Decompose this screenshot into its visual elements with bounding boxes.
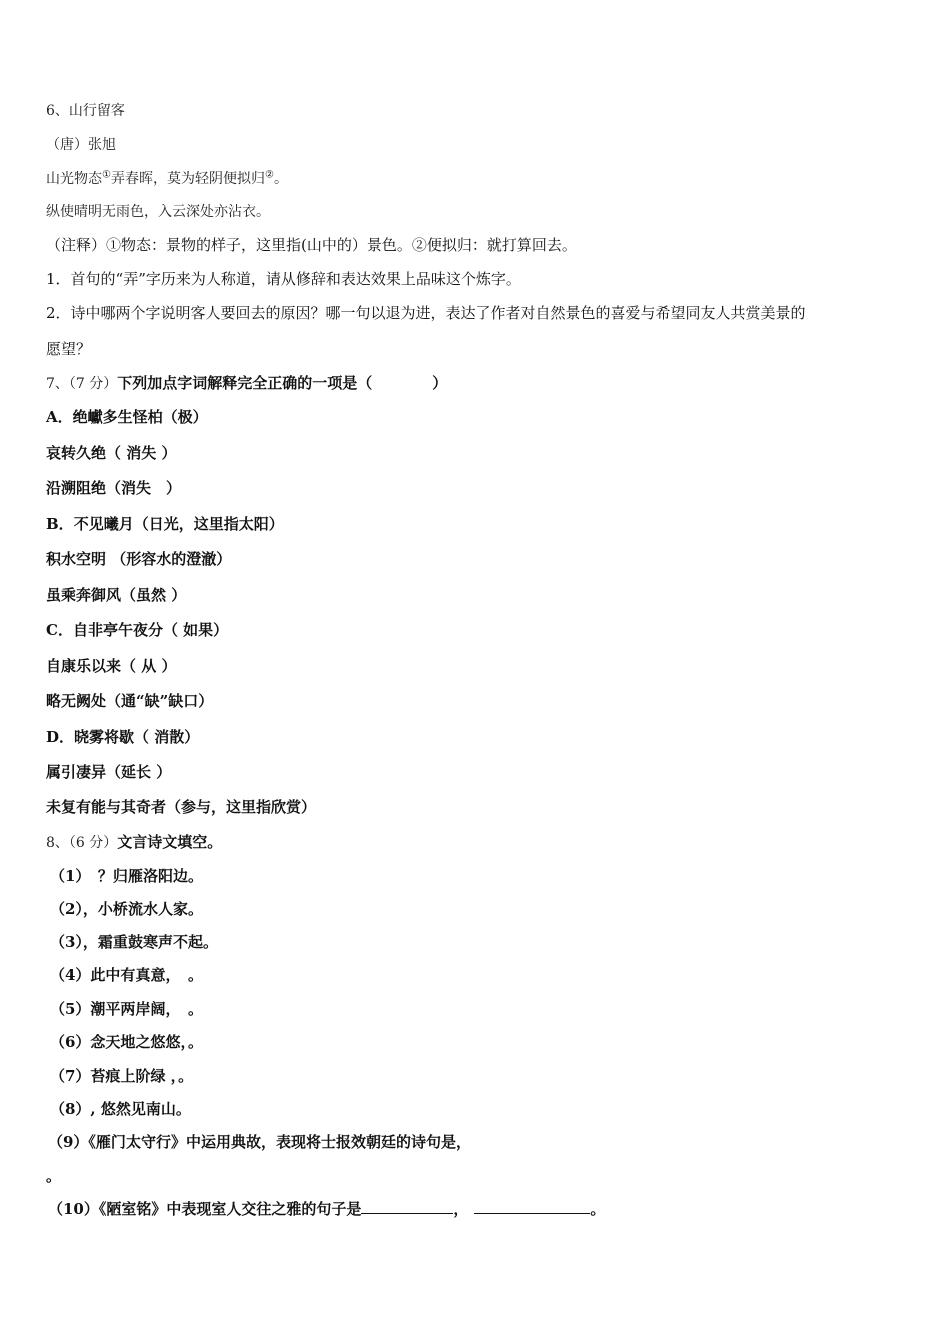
fill-item-8: （8）, 悠然见南山。 xyxy=(50,1100,191,1118)
poem-line-1-part-b: 弄春晖，莫为轻阴便拟归 xyxy=(110,171,265,187)
fill-item-10-blank-2[interactable] xyxy=(474,1199,590,1214)
sub-question-2-line-1: 2．诗中哪两个字说明客人要回去的原因？哪一句以退为进，表达了作者对自然景色的喜爱与希望同友人共赏美景的 xyxy=(46,304,806,322)
poem-author: （唐）张旭 xyxy=(46,137,116,153)
option-b-label: B． xyxy=(46,515,74,533)
footnote-marker-2: ② xyxy=(264,169,274,181)
sub-question-2-line-2: 愿望？ xyxy=(46,340,92,358)
option-a-label: A． xyxy=(46,408,73,426)
fill-item-5: （5）潮平两岸阔， 。 xyxy=(50,1000,203,1018)
fill-item-9-end: 。 xyxy=(46,1167,62,1185)
question-8-stem xyxy=(46,832,222,853)
option-d-item-1: 晓雾将歇（ 消散） xyxy=(74,728,200,746)
fill-item-10-end: 。 xyxy=(590,1200,606,1218)
fill-item-1: （1） ？归雁洛阳边。 xyxy=(50,867,203,885)
fill-item-10-blank-1[interactable] xyxy=(361,1199,453,1214)
question-7-text: 下列加点字词解释完全正确的一项是（ xyxy=(117,374,373,392)
poem-line-1-part-c: 。 xyxy=(273,171,288,187)
option-c-item-1: 自非亭午夜分（ 如果） xyxy=(72,621,229,639)
option-d xyxy=(46,727,199,747)
option-a xyxy=(46,407,208,427)
fill-item-4: （4）此中有真意， 。 xyxy=(50,966,203,984)
fill-item-9: （9）《雁门太守行》中运用典故，表现将士报效朝廷的诗句是， xyxy=(48,1133,471,1151)
fill-item-7: （7）苔痕上阶绿 ，。 xyxy=(50,1067,194,1085)
poem-line-1 xyxy=(46,169,288,189)
question-7-number: 7、（7 分） xyxy=(46,376,118,392)
fill-item-2: （2），小桥流水人家。 xyxy=(50,900,203,918)
option-c-item-2: 自康乐以来（ 从 ） xyxy=(46,657,177,675)
poem-line-2: 纵使晴明无雨色，入云深处亦沾衣。 xyxy=(46,204,270,220)
poem-line-1-part-a: 山光物态 xyxy=(46,171,102,187)
option-d-item-2: 属引凄异（延长 ） xyxy=(46,763,172,781)
option-a-item-1: 绝巘多生怪柏（极） xyxy=(72,408,208,426)
fill-item-10-prefix: （10）《陋室铭》中表现室人交往之雅的句子是 xyxy=(48,1200,362,1218)
question-6-heading: 6、山行留客 xyxy=(46,103,125,119)
option-b-item-2: 积水空明 （形容水的澄澈） xyxy=(46,550,232,568)
option-c-label: C． xyxy=(46,621,73,639)
question-7-close: ） xyxy=(432,374,448,392)
fill-item-10-separator: ， xyxy=(453,1200,469,1218)
option-b xyxy=(46,514,284,534)
option-c-item-3: 略无阙处（通“缺”缺口） xyxy=(46,692,214,710)
question-8-number: 8、（6 分） xyxy=(46,835,118,851)
option-c xyxy=(46,620,228,640)
option-d-label: D． xyxy=(46,728,75,746)
sub-question-1: 1．首句的“弄”字历来为人称道，请从修辞和表达效果上品味这个炼字。 xyxy=(46,270,521,288)
question-8-text: 文言诗文填空。 xyxy=(117,833,223,851)
footnote-marker-1: ① xyxy=(102,169,111,181)
fill-item-10 xyxy=(48,1199,605,1219)
option-d-item-3: 未复有能与其奇者（参与，这里指欣赏） xyxy=(46,798,317,816)
option-a-item-3: 沿溯阻绝（消失 ） xyxy=(46,479,182,497)
question-7-stem xyxy=(46,373,447,394)
fill-item-3: （3），霜重鼓寒声不起。 xyxy=(50,933,218,951)
option-a-item-2: 哀转久绝（ 消失 ） xyxy=(46,444,177,462)
fill-item-6: （6）念天地之悠悠，。 xyxy=(50,1033,203,1051)
option-b-item-3: 虽乘奔御风（虽然 ） xyxy=(46,586,187,604)
poem-annotation: （注释）①物态：景物的样子，这里指(山中的）景色。②便拟归：就打算回去。 xyxy=(46,236,577,254)
option-b-item-1: 不见曦月（日光，这里指太阳） xyxy=(73,515,284,533)
